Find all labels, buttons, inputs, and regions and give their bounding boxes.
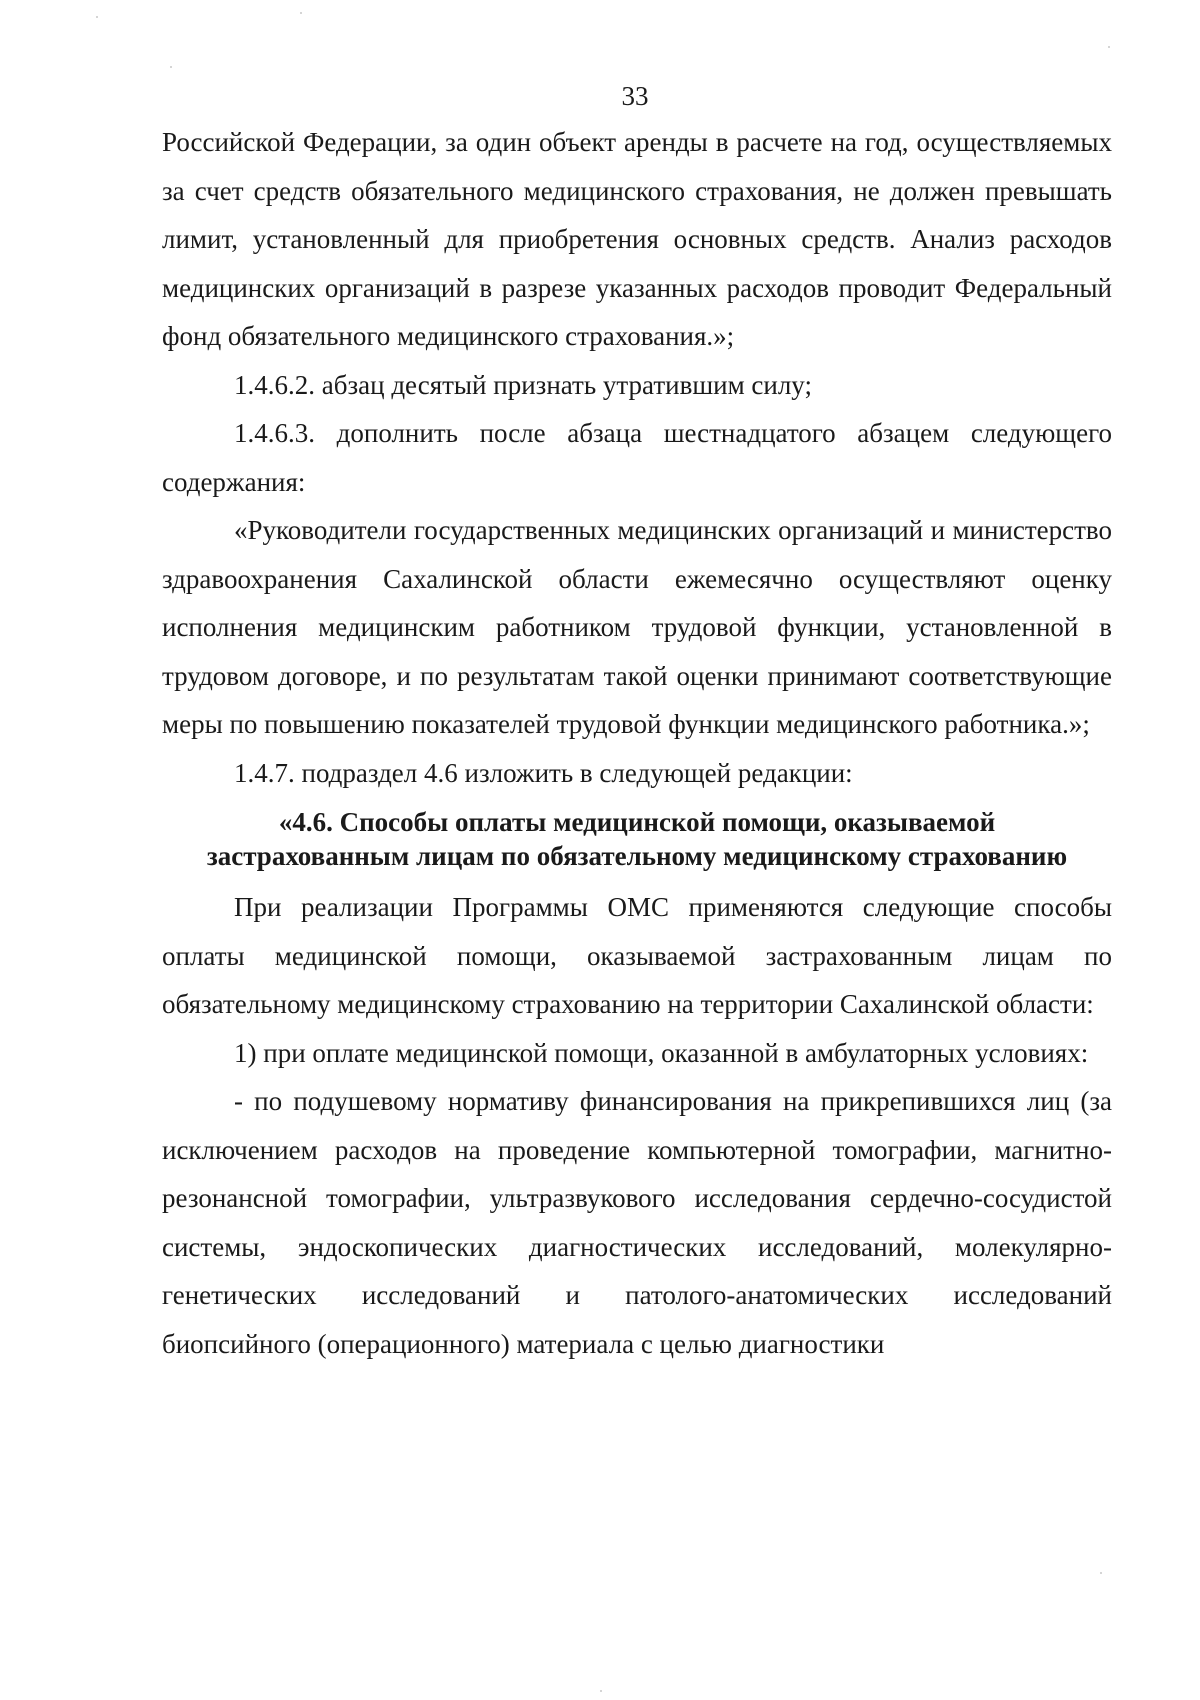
paragraph-4: «Руководители государственных медицинских организаций и министерство здравоохранения Сахалинской области ежемесячно осуществляют оценку исполнения медицинским работником трудовой функции, установленной в трудовом договоре, и по результатам такой оценки принимают соответствующие меры по повышению показателей трудовой функции медицинского работника.»;: [162, 515, 1112, 739]
paragraph-2: 1.4.6.2. абзац десятый признать утратившим силу;: [234, 369, 812, 400]
paragraph-5: 1.4.7. подраздел 4.6 изложить в следующей редакции:: [234, 757, 853, 788]
scan-speck: [1108, 46, 1110, 48]
section-heading-line-1: «4.6. Способы оплаты медицинской помощи, оказываемой: [278, 807, 996, 837]
scan-speck: [300, 12, 302, 14]
paragraph-1: Российской Федерации, за один объект аренды в расчете на год, осуществляемых за счет средств обязательного медицинского страхования, не должен превышать лимит, установленный для приобретения основных средств. Анализ расходов медицинских организаций в разрезе указанных расходов проводит Федеральный фонд обязательного медицинского страхования.»;: [162, 127, 1112, 351]
document-body: [162, 118, 1112, 1368]
paragraph-3: 1.4.6.3. дополнить после абзаца шестнадцатого абзацем следующего содержания:: [162, 418, 1112, 497]
section-heading: [162, 805, 1112, 873]
paragraph-8: - по подушевому нормативу финансирования на прикрепившихся лиц (за исключением расходов на проведение компьютерной томографии, магнитно-резонансной томографии, ультразвукового исследования сердечно-сосудистой системы, эндоскопических диагностических исследований, молекулярно-генетических исследований и патолого-анатомических исследований биопсийного (операционного) материала с целью диагностики: [162, 1086, 1112, 1359]
section-heading-line-2: застрахованным лицам по обязательному медицинскому страхованию: [206, 841, 1068, 871]
page-number: 33: [621, 81, 649, 111]
scan-speck: [600, 1690, 602, 1692]
scan-speck: [170, 66, 172, 68]
paragraph-6: При реализации Программы ОМС применяются следующие способы оплаты медицинской помощи, оказываемой застрахованным лицам по обязательному медицинскому страхованию на территории Сахалинской области:: [162, 892, 1112, 1019]
scan-speck: [96, 16, 98, 18]
paragraph-7: 1) при оплате медицинской помощи, оказанной в амбулаторных условиях:: [234, 1037, 1089, 1068]
scan-speck: [1100, 1572, 1102, 1574]
